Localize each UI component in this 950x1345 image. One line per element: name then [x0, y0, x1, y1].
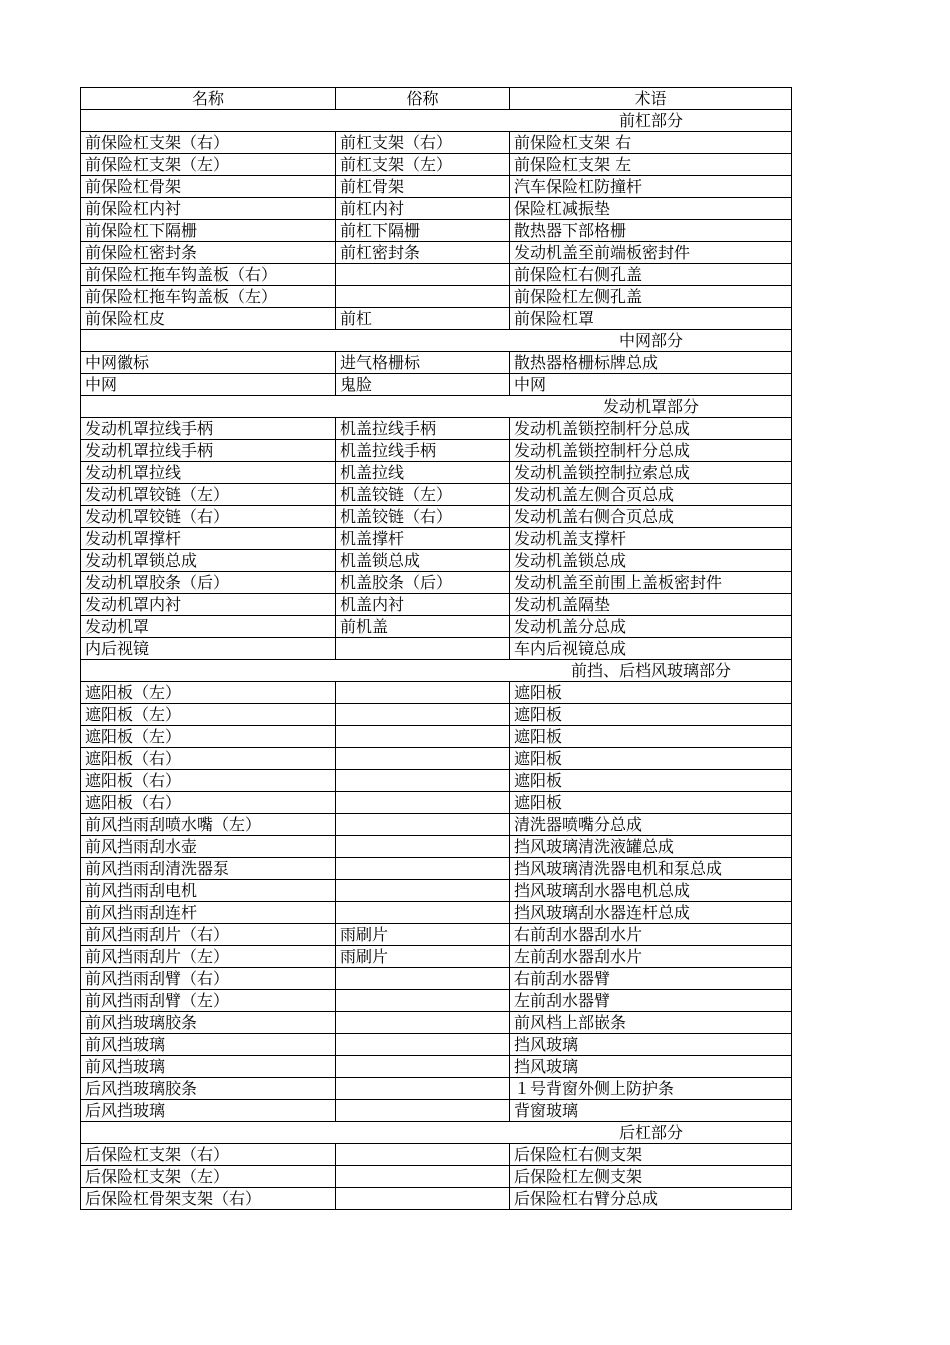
cell-term: 后保险杠右侧支架: [510, 1144, 792, 1166]
cell-common-name: [336, 836, 510, 858]
table-row: [81, 440, 792, 462]
cell-common-name: 鬼脸: [336, 374, 510, 396]
cell-name: 遮阳板（左）: [81, 682, 336, 704]
cell-name: 遮阳板（右）: [81, 770, 336, 792]
table-row: [81, 1012, 792, 1034]
cell-term: 前保险杠左侧孔盖: [510, 286, 792, 308]
table-row: [81, 572, 792, 594]
cell-name: 发动机罩铰链（左）: [81, 484, 336, 506]
table-row: [81, 1100, 792, 1122]
table-row: [81, 748, 792, 770]
table-row: [81, 198, 792, 220]
cell-common-name: 前杠密封条: [336, 242, 510, 264]
cell-name: 前风挡玻璃: [81, 1034, 336, 1056]
cell-term: 挡风玻璃: [510, 1056, 792, 1078]
cell-common-name: [336, 1144, 510, 1166]
cell-term: 前保险杠支架 右: [510, 132, 792, 154]
cell-name: 遮阳板（左）: [81, 726, 336, 748]
cell-common-name: 前机盖: [336, 616, 510, 638]
cell-common-name: 前杠支架（右）: [336, 132, 510, 154]
table-row: [81, 1034, 792, 1056]
cell-common-name: 机盖胶条（后）: [336, 572, 510, 594]
cell-term: 前保险杠罩: [510, 308, 792, 330]
cell-common-name: [336, 1034, 510, 1056]
cell-term: 前保险杠支架 左: [510, 154, 792, 176]
table-row: [81, 528, 792, 550]
cell-name: 发动机罩内衬: [81, 594, 336, 616]
cell-common-name: [336, 1100, 510, 1122]
cell-name: 后保险杠支架（右）: [81, 1144, 336, 1166]
cell-term: 遮阳板: [510, 748, 792, 770]
section-row: [81, 396, 792, 418]
cell-common-name: 雨刷片: [336, 924, 510, 946]
cell-term: 发动机盖支撑杆: [510, 528, 792, 550]
cell-term: 右前刮水器刮水片: [510, 924, 792, 946]
cell-name: 前风挡雨刮片（右）: [81, 924, 336, 946]
cell-common-name: [336, 682, 510, 704]
cell-name: 发动机罩撑杆: [81, 528, 336, 550]
table-row: [81, 418, 792, 440]
cell-common-name: [336, 638, 510, 660]
cell-term: 挡风玻璃清洗液罐总成: [510, 836, 792, 858]
cell-name: 发动机罩铰链（右）: [81, 506, 336, 528]
cell-common-name: [336, 858, 510, 880]
cell-term: 中网: [510, 374, 792, 396]
cell-name: 前风挡玻璃: [81, 1056, 336, 1078]
column-header-name: 名称: [81, 88, 336, 110]
cell-common-name: [336, 880, 510, 902]
cell-name: 后风挡玻璃: [81, 1100, 336, 1122]
cell-common-name: 机盖拉线手柄: [336, 440, 510, 462]
table-row: [81, 242, 792, 264]
cell-name: 前风挡雨刮片（左）: [81, 946, 336, 968]
cell-term: 发动机盖至前端板密封件: [510, 242, 792, 264]
table-row: [81, 484, 792, 506]
cell-term: 发动机盖锁控制杆分总成: [510, 418, 792, 440]
table-row: [81, 550, 792, 572]
table-row: [81, 616, 792, 638]
section-title: 后杠部分: [81, 1122, 792, 1144]
cell-common-name: 机盖锁总成: [336, 550, 510, 572]
cell-name: 前保险杠皮: [81, 308, 336, 330]
cell-name: 后保险杠支架（左）: [81, 1166, 336, 1188]
cell-term: 车内后视镜总成: [510, 638, 792, 660]
table-row: [81, 682, 792, 704]
cell-name: 遮阳板（右）: [81, 792, 336, 814]
cell-term: 发动机盖锁控制拉索总成: [510, 462, 792, 484]
cell-term: 发动机盖隔垫: [510, 594, 792, 616]
cell-common-name: [336, 792, 510, 814]
cell-common-name: 前杠支架（左）: [336, 154, 510, 176]
cell-name: 前风挡雨刮臂（右）: [81, 968, 336, 990]
section-title: 中网部分: [81, 330, 792, 352]
table-row: [81, 264, 792, 286]
table-row: [81, 968, 792, 990]
cell-common-name: [336, 1012, 510, 1034]
cell-common-name: [336, 748, 510, 770]
table-row: [81, 308, 792, 330]
cell-term: 挡风玻璃刮水器电机总成: [510, 880, 792, 902]
section-title: 前杠部分: [81, 110, 792, 132]
table-row: [81, 220, 792, 242]
cell-name: 后风挡玻璃胶条: [81, 1078, 336, 1100]
table-row: [81, 814, 792, 836]
cell-term: 发动机盖分总成: [510, 616, 792, 638]
table-row: [81, 1166, 792, 1188]
cell-name: 前保险杠下隔栅: [81, 220, 336, 242]
cell-term: 左前刮水器臂: [510, 990, 792, 1012]
table-body: [81, 110, 792, 1210]
cell-common-name: 前杠骨架: [336, 176, 510, 198]
cell-term: 背窗玻璃: [510, 1100, 792, 1122]
table-row: [81, 946, 792, 968]
cell-term: 前保险杠右侧孔盖: [510, 264, 792, 286]
cell-common-name: [336, 264, 510, 286]
table-row: [81, 770, 792, 792]
table-row: [81, 990, 792, 1012]
cell-term: 汽车保险杠防撞杆: [510, 176, 792, 198]
cell-name: 前保险杠内衬: [81, 198, 336, 220]
cell-term: 散热器下部格栅: [510, 220, 792, 242]
cell-common-name: [336, 1056, 510, 1078]
table-row: [81, 726, 792, 748]
table-row: [81, 880, 792, 902]
cell-common-name: [336, 286, 510, 308]
section-title: 发动机罩部分: [81, 396, 792, 418]
cell-name: 前保险杠支架（右）: [81, 132, 336, 154]
table-row: [81, 154, 792, 176]
cell-name: 前风挡雨刮电机: [81, 880, 336, 902]
cell-term: 发动机盖锁控制杆分总成: [510, 440, 792, 462]
cell-common-name: 机盖拉线: [336, 462, 510, 484]
cell-name: 前保险杠支架（左）: [81, 154, 336, 176]
table-row: [81, 792, 792, 814]
cell-term: 发动机盖锁总成: [510, 550, 792, 572]
cell-common-name: 前杠: [336, 308, 510, 330]
cell-common-name: [336, 968, 510, 990]
cell-term: 挡风玻璃清洗器电机和泵总成: [510, 858, 792, 880]
cell-name: 前风挡雨刮连杆: [81, 902, 336, 924]
cell-name: 后保险杠骨架支架（右）: [81, 1188, 336, 1210]
cell-name: 前风挡雨刮臂（左）: [81, 990, 336, 1012]
section-row: [81, 330, 792, 352]
table-row: [81, 638, 792, 660]
section-title: 前挡、后档风玻璃部分: [81, 660, 792, 682]
table-row: [81, 286, 792, 308]
cell-common-name: 前杠下隔栅: [336, 220, 510, 242]
cell-term: 左前刮水器刮水片: [510, 946, 792, 968]
cell-common-name: 前杠内衬: [336, 198, 510, 220]
table-row: [81, 1078, 792, 1100]
table-row: [81, 352, 792, 374]
cell-term: １号背窗外侧上防护条: [510, 1078, 792, 1100]
cell-name: 前保险杠骨架: [81, 176, 336, 198]
cell-term: 清洗器喷嘴分总成: [510, 814, 792, 836]
cell-common-name: 机盖内衬: [336, 594, 510, 616]
cell-name: 前保险杠拖车钩盖板（左）: [81, 286, 336, 308]
cell-term: 后保险杠右臂分总成: [510, 1188, 792, 1210]
cell-term: 遮阳板: [510, 792, 792, 814]
cell-common-name: 进气格栅标: [336, 352, 510, 374]
cell-common-name: [336, 770, 510, 792]
cell-common-name: 机盖拉线手柄: [336, 418, 510, 440]
cell-common-name: [336, 902, 510, 924]
cell-term: 发动机盖至前围上盖板密封件: [510, 572, 792, 594]
table-row: [81, 1144, 792, 1166]
table-row: [81, 924, 792, 946]
cell-term: 遮阳板: [510, 704, 792, 726]
cell-term: 挡风玻璃: [510, 1034, 792, 1056]
table-row: [81, 836, 792, 858]
cell-name: 遮阳板（左）: [81, 704, 336, 726]
cell-common-name: [336, 814, 510, 836]
cell-name: 中网徽标: [81, 352, 336, 374]
cell-term: 发动机盖右侧合页总成: [510, 506, 792, 528]
column-header-term: 术语: [510, 88, 792, 110]
cell-name: 前风挡玻璃胶条: [81, 1012, 336, 1034]
table-row: [81, 374, 792, 396]
cell-term: 保险杠减振垫: [510, 198, 792, 220]
cell-term: 右前刮水器臂: [510, 968, 792, 990]
table-row: [81, 462, 792, 484]
section-row: [81, 110, 792, 132]
cell-common-name: [336, 1078, 510, 1100]
column-header-common-name: 俗称: [336, 88, 510, 110]
cell-term: 遮阳板: [510, 682, 792, 704]
cell-name: 中网: [81, 374, 336, 396]
cell-name: 内后视镜: [81, 638, 336, 660]
table-row: [81, 1188, 792, 1210]
parts-terminology-table: [80, 87, 792, 1210]
cell-name: 发动机罩拉线手柄: [81, 418, 336, 440]
table-row: [81, 506, 792, 528]
cell-name: 发动机罩锁总成: [81, 550, 336, 572]
header-row: [81, 88, 792, 110]
cell-name: 发动机罩拉线手柄: [81, 440, 336, 462]
cell-name: 遮阳板（右）: [81, 748, 336, 770]
table-row: [81, 132, 792, 154]
cell-term: 前风档上部嵌条: [510, 1012, 792, 1034]
cell-term: 遮阳板: [510, 770, 792, 792]
table-row: [81, 704, 792, 726]
cell-name: 前风挡雨刮清洗器泵: [81, 858, 336, 880]
section-row: [81, 660, 792, 682]
table-row: [81, 1056, 792, 1078]
cell-term: 挡风玻璃刮水器连杆总成: [510, 902, 792, 924]
cell-name: 前保险杠密封条: [81, 242, 336, 264]
cell-common-name: 机盖撑杆: [336, 528, 510, 550]
cell-name: 发动机罩胶条（后）: [81, 572, 336, 594]
cell-term: 遮阳板: [510, 726, 792, 748]
cell-common-name: 雨刷片: [336, 946, 510, 968]
section-row: [81, 1122, 792, 1144]
cell-common-name: 机盖铰链（右）: [336, 506, 510, 528]
cell-term: 发动机盖左侧合页总成: [510, 484, 792, 506]
table-row: [81, 858, 792, 880]
cell-common-name: [336, 990, 510, 1012]
cell-common-name: [336, 726, 510, 748]
cell-common-name: [336, 704, 510, 726]
table-row: [81, 902, 792, 924]
cell-term: 散热器格栅标牌总成: [510, 352, 792, 374]
cell-common-name: 机盖铰链（左）: [336, 484, 510, 506]
cell-common-name: [336, 1188, 510, 1210]
cell-name: 前风挡雨刮喷水嘴（左）: [81, 814, 336, 836]
cell-term: 后保险杠左侧支架: [510, 1166, 792, 1188]
cell-common-name: [336, 1166, 510, 1188]
cell-name: 前保险杠拖车钩盖板（右）: [81, 264, 336, 286]
cell-name: 发动机罩: [81, 616, 336, 638]
table-row: [81, 176, 792, 198]
cell-name: 发动机罩拉线: [81, 462, 336, 484]
cell-name: 前风挡雨刮水壶: [81, 836, 336, 858]
table-row: [81, 594, 792, 616]
